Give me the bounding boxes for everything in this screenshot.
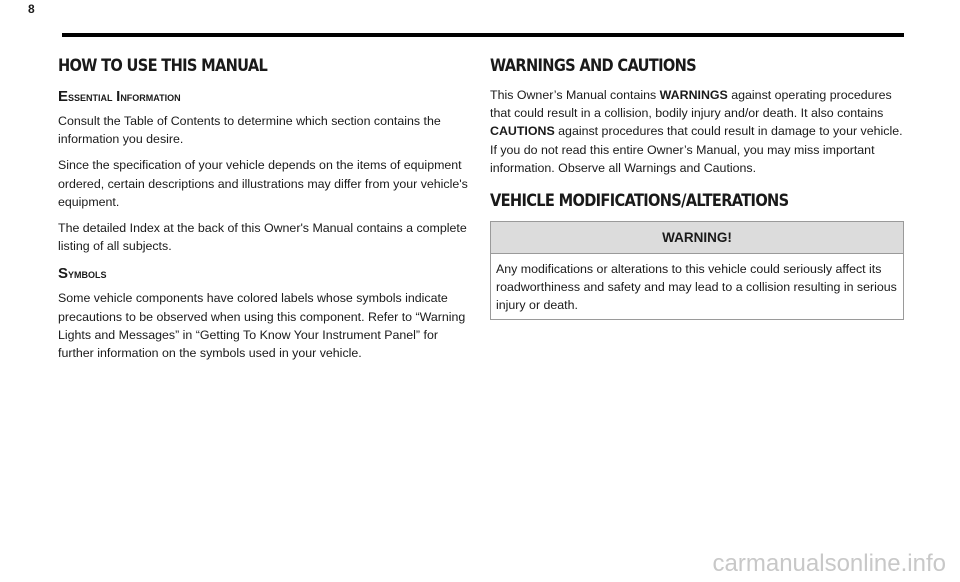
paragraph-text-2: against operating procedures that could result in a collision, bodily injury and/or death. It also contains: [490, 88, 892, 121]
right-column: [490, 54, 904, 320]
watermark: carmanualsonline.info: [712, 550, 946, 577]
paragraph-symbols: Some vehicle components have colored labels whose symbols indicate precautions to be observed when using this component. Refer to “Warning Lights and Messages” in “Getting To Know Your Instrument Panel” for further information on the symbols used in your vehicle.: [58, 291, 466, 361]
section-title-vehicle-modifications: VEHICLE MODIFICATIONS/ALTERATIONS: [490, 191, 789, 212]
paragraph-specification: Since the specification of your vehicle depends on the items of equipment ordered, certain descriptions and illustrations may differ from your vehicle's equipment.: [58, 158, 468, 209]
keyword-warnings: WARNINGS: [659, 88, 728, 102]
paragraph-text-1: This Owner’s Manual contains: [490, 88, 660, 102]
warning-box-label: WARNING!: [491, 222, 903, 254]
warning-box-body: [491, 254, 903, 319]
subheading-symbols-initial: S: [58, 265, 69, 283]
page-number: 8: [28, 2, 35, 16]
subheading-essential-information: [58, 88, 468, 106]
warning-box-text: Any modifications or alterations to this vehicle could seriously affect its roadworthiness and safety and may lead to a collision resulting in serious injury or death.: [496, 262, 897, 313]
paragraph-table-of-contents: Consult the Table of Contents to determine which section contains the information you desire.: [58, 114, 441, 147]
subheading-symbols-rest: ymbols: [68, 266, 107, 282]
header-rule: [62, 33, 904, 37]
section-title-warnings-cautions: WARNINGS AND CAUTIONS: [490, 56, 696, 76]
paragraph-warnings-cautions: [490, 86, 904, 177]
subheading-information-rest: nformation: [120, 89, 181, 104]
section-title-how-to-use: HOW TO USE THIS MANUAL: [58, 56, 268, 76]
paragraph-text-3: against procedures that could result in damage to your vehicle. If you do not read this entire Owner’s Manual, you may miss important information. Observe all Warnings and Cautions.: [490, 124, 903, 175]
keyword-cautions: CAUTIONS: [490, 124, 555, 139]
subheading-information-initial: I: [116, 88, 121, 105]
subheading-essential-initial: E: [58, 88, 69, 105]
warning-box: [490, 221, 904, 320]
paragraph-index: The detailed Index at the back of this Owner's Manual contains a complete listing of all subjects.: [58, 221, 467, 254]
left-column: [58, 54, 468, 370]
subheading-symbols: [58, 265, 468, 283]
subheading-essential-rest: ssential: [68, 89, 117, 104]
